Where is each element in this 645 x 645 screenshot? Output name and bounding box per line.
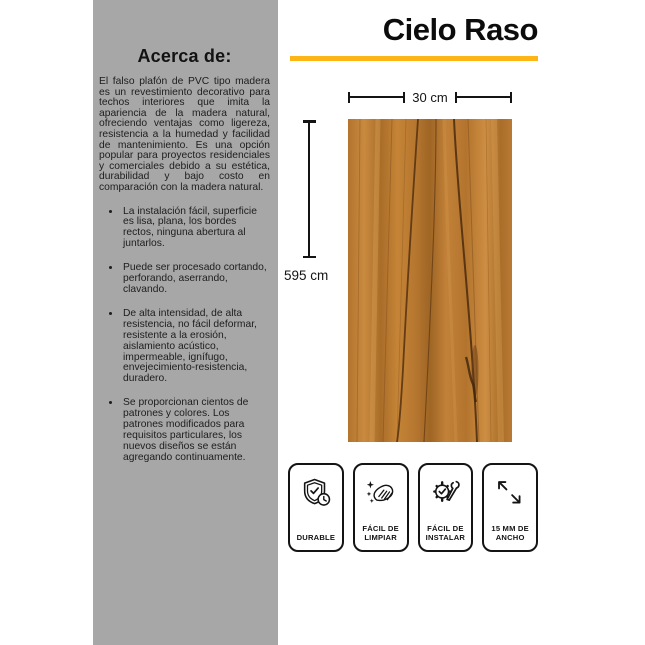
badge-row	[288, 463, 538, 552]
expand-arrows-icon	[493, 473, 527, 513]
badge-easy-install	[418, 463, 474, 552]
list-item: • La instalación fácil, superficie es lisa, plana, los bordes rectos, ninguna abertura al juntarlos.	[121, 207, 270, 251]
height-dimension-line	[308, 120, 310, 258]
width-dimension-label: 30 cm	[412, 89, 448, 105]
badge-width	[482, 463, 538, 552]
gear-wrench-icon	[428, 473, 462, 513]
badge-label: DURABLE	[296, 533, 336, 543]
width-dimension	[348, 90, 512, 104]
badge-easy-clean	[353, 463, 409, 552]
dimension-line-right	[455, 96, 512, 98]
sidebar-heading: Acerca de:	[137, 46, 232, 66]
list-item: • Puede ser procesado cortando, perforando, aserrando, clavando.	[121, 263, 270, 296]
feature-list	[99, 207, 270, 464]
badge-label: 15 MM DE ANCHO	[491, 524, 529, 543]
shield-clock-icon	[299, 473, 333, 513]
badge-label: FÁCIL DE LIMPIAR	[362, 524, 399, 543]
page-title: Cielo Raso	[382, 12, 538, 47]
title-underline	[290, 56, 538, 61]
wood-texture-image	[348, 119, 512, 442]
badge-label: FÁCIL DE INSTALAR	[425, 524, 466, 543]
hand-sparkles-icon	[364, 473, 398, 513]
badge-durable	[288, 463, 344, 552]
height-dimension-label: 595 cm	[284, 268, 329, 283]
list-item: • Se proporcionan cientos de patrones y colores. Los patrones modificados para requisitos particulares, los nuevos diseños se están agregando continuamente.	[121, 398, 270, 463]
about-paragraph: El falso plafón de PVC tipo madera es un revestimiento decorativo para techos interiores que imita la apariencia de la madera natural, ofreciendo ventajas como ligereza, resistencia a la humedad y facilidad de mantenimiento. Es una opción popular para proyectos residenciales y comerciales debido a su estética, durabilidad y bajo costo en comparación con la madera natural.	[99, 76, 270, 193]
list-item: • De alta intensidad, de alta resistencia, no fácil deformar, resistente a la erosión, aislamiento acústico, impermeable, ignífugo, envejecimiento-resistencia, duradero.	[121, 309, 270, 385]
about-sidebar	[93, 0, 278, 645]
dimension-line-left	[348, 96, 405, 98]
wood-texture-panel	[348, 119, 512, 442]
